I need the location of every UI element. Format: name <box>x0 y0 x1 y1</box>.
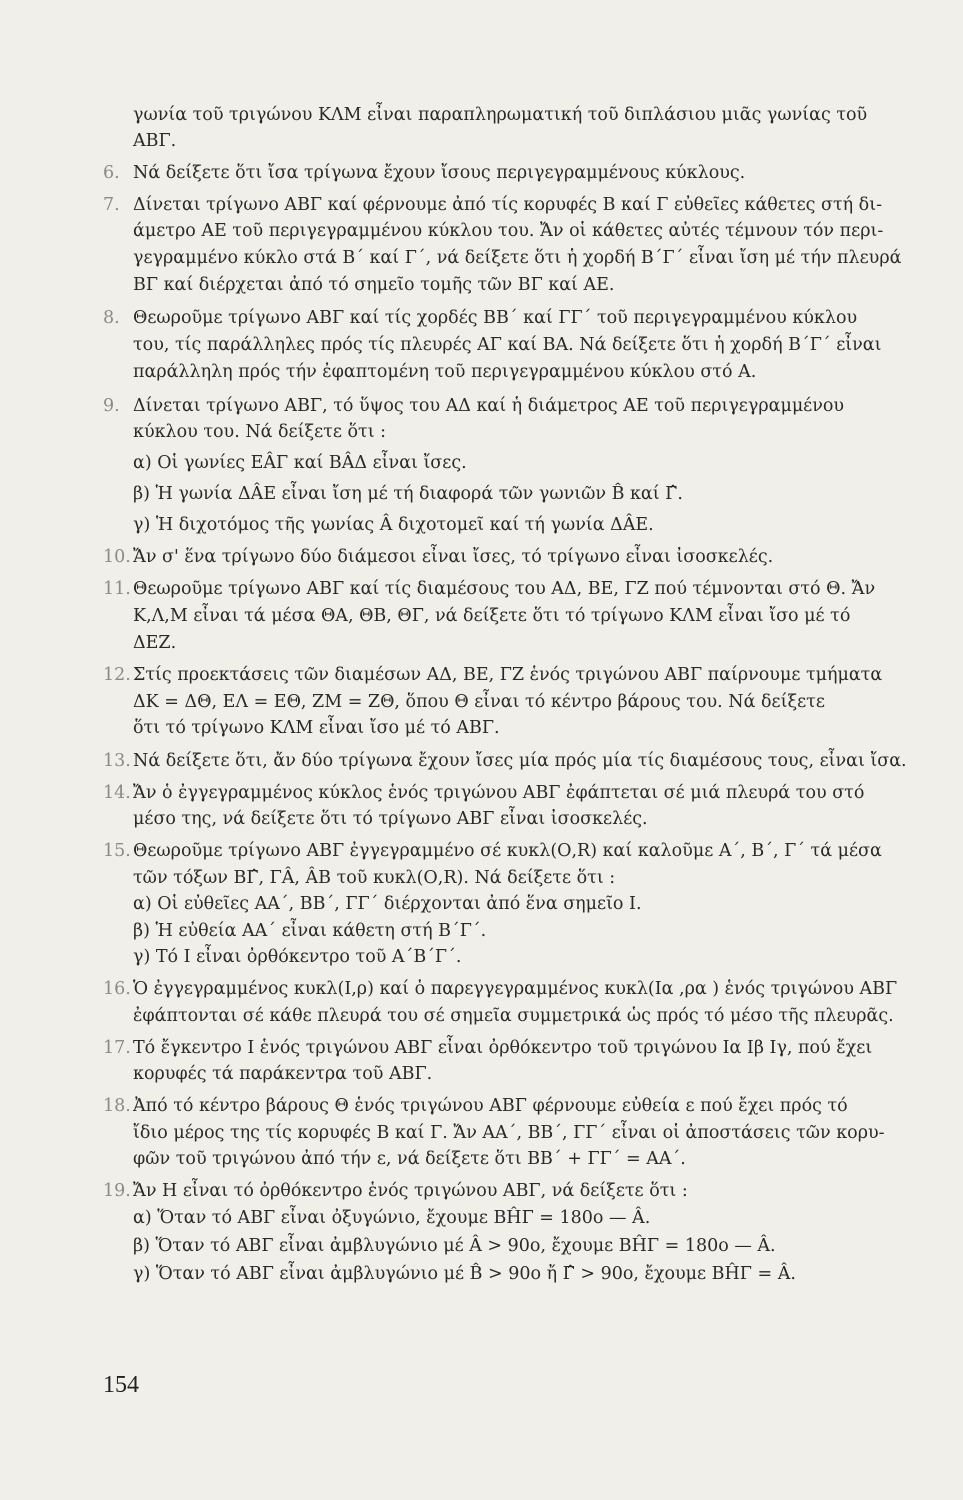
text-line <box>103 305 903 331</box>
text-line <box>103 689 903 715</box>
line-text: Ὁ ἐγγεγραμμένος κυκλ(Ι,ρ) καί ὁ παρεγγεγραμμένος κυκλ(Ια ,ρα ) ἑνός τριγώνου ΑΒΓ <box>133 979 898 999</box>
line-text: α) Ὅταν τό ΑΒΓ εἶναι ὀξυγώνιο, ἔχουμε ΒĤΓ = 180ο — Â. <box>133 1208 651 1228</box>
exercise-number: 9. <box>103 396 120 416</box>
text-line <box>103 838 903 864</box>
line-text: Θεωροῦμε τρίγωνο ΑΒΓ καί τίς διαμέσους του ΑΔ, ΒΕ, ΓΖ πού τέμνονται στό Θ. Ἄν <box>133 579 876 599</box>
line-text: του, τίς παράλληλες πρός τίς πλευρές ΑΓ καί ΒΑ. Νά δείξετε ὅτι ἡ χορδή Β΄Γ΄ εἶναι <box>133 335 882 355</box>
line-text: γεγραμμένο κύκλο στά Β΄ καί Γ΄, νά δείξετε ὅτι ἡ χορδή Β΄Γ΄ εἶναι ἴση μέ τήν πλευρά <box>133 248 902 268</box>
line-text: γ) Ὅταν τό ΑΒΓ εἶναι ἀμβλυγώνιο μέ B̂ > 90ο ἤ Γ̂ > 90ο, ἔχουμε ΒĤΓ = Â. <box>133 1264 796 1284</box>
line-text: τῶν τόξων ΒΓ̂, ΓÂ, ÂΒ τοῦ κυκλ(Ο,R). Νά δείξετε ὅτι : <box>133 868 616 888</box>
text-line <box>103 748 907 774</box>
line-text: Δίνεται τρίγωνο ΑΒΓ καί φέρνουμε ἀπό τίς κορυφές Β καί Γ εὐθεῖες κάθετες στή δι- <box>133 195 882 215</box>
text-line <box>103 1233 903 1259</box>
exercise-number: 10. <box>103 547 131 567</box>
line-text: ΒΓ καί διέρχεται ἀπό τό σημεῖο τομῆς τῶν ΒΓ καί ΑΕ. <box>133 275 615 295</box>
text-line <box>103 976 903 1002</box>
line-text: α) Οἱ γωνίες ΕÂΓ καί ΒÂΔ εἶναι ἴσες. <box>133 453 467 473</box>
line-text: Νά δείξετε ὅτι ἴσα τρίγωνα ἔχουν ἴσους περιγεγραμμένους κύκλους. <box>133 163 746 183</box>
exercise-number: 6. <box>103 163 120 183</box>
line-text: ὅτι τό τρίγωνο ΚΛΜ εἶναι ἴσο μέ τό ΑΒΓ. <box>133 718 500 738</box>
line-text: Κ,Λ,Μ εἶναι τά μέσα ΘΑ, ΘΒ, ΘΓ, νά δείξετε ὅτι τό τρίγωνο ΚΛΜ εἶναι ἴσο μέ τό <box>133 606 851 626</box>
text-line <box>103 332 903 358</box>
text-line <box>103 272 903 298</box>
text-line <box>103 662 903 688</box>
exercise-number: 17. <box>103 1038 131 1058</box>
text-line <box>103 780 903 806</box>
exercise-number: 14. <box>103 783 131 803</box>
text-line <box>103 944 903 970</box>
text-line <box>103 160 903 186</box>
line-text: γ) Ἡ διχοτόμος τῆς γωνίας Â διχοτομεῖ καί τή γωνία ΔÂΕ. <box>133 515 654 535</box>
text-line <box>103 450 903 476</box>
line-text: μέσο της, νά δείξετε ὅτι τό τρίγωνο ΑΒΓ εἶναι ἰσοσκελές. <box>133 809 648 829</box>
text-line <box>103 192 903 218</box>
line-text: γωνία τοῦ τριγώνου ΚΛΜ εἶναι παραπληρωματική τοῦ διπλάσιου μιᾶς γωνίας τοῦ <box>133 105 868 125</box>
line-text: φῶν τοῦ τριγώνου ἀπό τήν ε, νά δείξετε ὅτι ΒΒ΄ + ΓΓ΄ = ΑΑ΄. <box>133 1149 686 1169</box>
line-text: Νά δείξετε ὅτι, ἄν δύο τρίγωνα ἔχουν ἴσες μία πρός μία τίς διαμέσους τους, εἶναι ἴσα. <box>133 751 907 771</box>
text-line <box>103 1003 903 1029</box>
line-text: β) Ὅταν τό ΑΒΓ εἶναι ἀμβλυγώνιο μέ Â > 90ο, ἔχουμε ΒĤΓ = 180ο — Â. <box>133 1236 776 1256</box>
text-line <box>103 359 903 385</box>
line-text: κορυφές τά παράκεντρα τοῦ ΑΒΓ. <box>133 1064 433 1084</box>
line-text: παράλληλη πρός τήν ἐφαπτομένη τοῦ περιγεγραμμένου κύκλου στό Α. <box>133 362 757 382</box>
text-line <box>103 1205 903 1231</box>
exercise-number: 16. <box>103 979 131 999</box>
line-text: ΔΕΖ. <box>133 633 177 653</box>
text-line <box>103 245 903 271</box>
text-line <box>103 715 903 741</box>
exercise-number: 11. <box>103 579 131 599</box>
line-text: Ἄν σ' ἕνα τρίγωνο δύο διάμεσοι εἶναι ἴσες, τό τρίγωνο εἶναι ἰσοσκελές. <box>133 547 774 567</box>
text-line <box>103 544 903 570</box>
exercise-number: 8. <box>103 308 120 328</box>
line-text: Τό ἔγκεντρο Ι ἑνός τριγώνου ΑΒΓ εἶναι ὀρθόκεντρο τοῦ τριγώνου Ια Ιβ Ιγ, πού ἔχει <box>133 1038 873 1058</box>
text-line <box>103 806 903 832</box>
text-line <box>103 512 903 538</box>
text-line <box>103 1093 903 1119</box>
line-text: β) Ἡ γωνία ΔÂΕ εἶναι ἴση μέ τή διαφορά τῶν γωνιῶν B̂ καί Γ̂. <box>133 484 683 504</box>
line-text: ἴδιο μέρος της τίς κορυφές Β καί Γ. Ἄν ΑΑ΄, ΒΒ΄, ΓΓ΄ εἶναι οἱ ἀποστάσεις τῶν κορυ- <box>133 1123 885 1143</box>
line-text: γ) Τό Ι εἶναι ὀρθόκεντρο τοῦ Α΄Β΄Γ΄. <box>133 947 462 967</box>
line-text: β) Ἡ εὐθεία ΑΑ΄ εἶναι κάθετη στή Β΄Γ΄. <box>133 921 487 941</box>
text-line <box>103 1035 903 1061</box>
page-number: 154 <box>103 1372 139 1398</box>
line-text: κύκλου του. Νά δείξετε ὅτι : <box>133 422 387 442</box>
line-text: Στίς προεκτάσεις τῶν διαμέσων ΑΔ, ΒΕ, ΓΖ ἑνός τριγώνου ΑΒΓ παίρνουμε τμήματα <box>133 665 883 685</box>
line-text: άμετρο ΑΕ τοῦ περιγεγραμμένου κύκλου του. Ἄν οἱ κάθετες αὐτές τέμνουν τόν περι- <box>133 221 884 241</box>
text-line <box>103 481 903 507</box>
line-text: Ἄν Η εἶναι τό ὀρθόκεντρο ἑνός τριγώνου ΑΒΓ, νά δείξετε ὅτι : <box>133 1181 688 1201</box>
line-text: Δίνεται τρίγωνο ΑΒΓ, τό ὕψος του ΑΔ καί ἡ διάμετρος ΑΕ τοῦ περιγεγραμμένου <box>133 396 845 416</box>
text-line <box>103 128 903 154</box>
exercise-number: 18. <box>103 1096 131 1116</box>
line-text: ΔΚ = ΔΘ, ΕΛ = ΕΘ, ΖΜ = ΖΘ, ὅπου Θ εἶναι τό κέντρο βάρους του. Νά δείξετε <box>133 692 825 712</box>
line-text: ΑΒΓ. <box>133 131 177 151</box>
text-line <box>103 1061 903 1087</box>
exercise-number: 13. <box>103 751 131 771</box>
text-line <box>103 218 903 244</box>
exercise-number: 15. <box>103 841 131 861</box>
text-line <box>103 1146 903 1172</box>
line-text: Θεωροῦμε τρίγωνο ΑΒΓ καί τίς χορδές ΒΒ΄ καί ΓΓ΄ τοῦ περιγεγραμμένου κύκλου <box>133 308 858 328</box>
text-line <box>103 393 903 419</box>
line-text: Θεωροῦμε τρίγωνο ΑΒΓ ἐγγεγραμμένο σέ κυκλ(Ο,R) καί καλοῦμε Α΄, Β΄, Γ΄ τά μέσα <box>133 841 882 861</box>
exercise-number: 12. <box>103 665 131 685</box>
text-line <box>103 891 903 917</box>
text-line <box>103 1178 903 1204</box>
text-line <box>103 102 903 128</box>
text-line <box>103 630 903 656</box>
line-text: α) Οἱ εὐθεῖες ΑΑ΄, ΒΒ΄, ΓΓ΄ διέρχονται ἀπό ἕνα σημεῖο Ι. <box>133 894 642 914</box>
text-line <box>103 419 903 445</box>
text-line <box>103 918 903 944</box>
line-text: ἐφάπτονται σέ κάθε πλευρά του σέ σημεῖα συμμετρικά ὡς πρός τό μέσο τῆς πλευρᾶς. <box>133 1006 894 1026</box>
text-line <box>103 1261 903 1287</box>
line-text: Ἄν ὁ ἐγγεγραμμένος κύκλος ἑνός τριγώνου ΑΒΓ ἐφάπτεται σέ μιά πλευρά του στό <box>133 783 865 803</box>
exercise-number: 7. <box>103 195 120 215</box>
line-text: Ἀπό τό κέντρο βάρους Θ ἑνός τριγώνου ΑΒΓ φέρνουμε εὐθεία ε πού ἔχει πρός τό <box>133 1096 848 1116</box>
exercise-number: 19. <box>103 1181 131 1201</box>
text-line <box>103 576 903 602</box>
text-line <box>103 865 903 891</box>
text-line <box>103 603 903 629</box>
text-line <box>103 1120 903 1146</box>
